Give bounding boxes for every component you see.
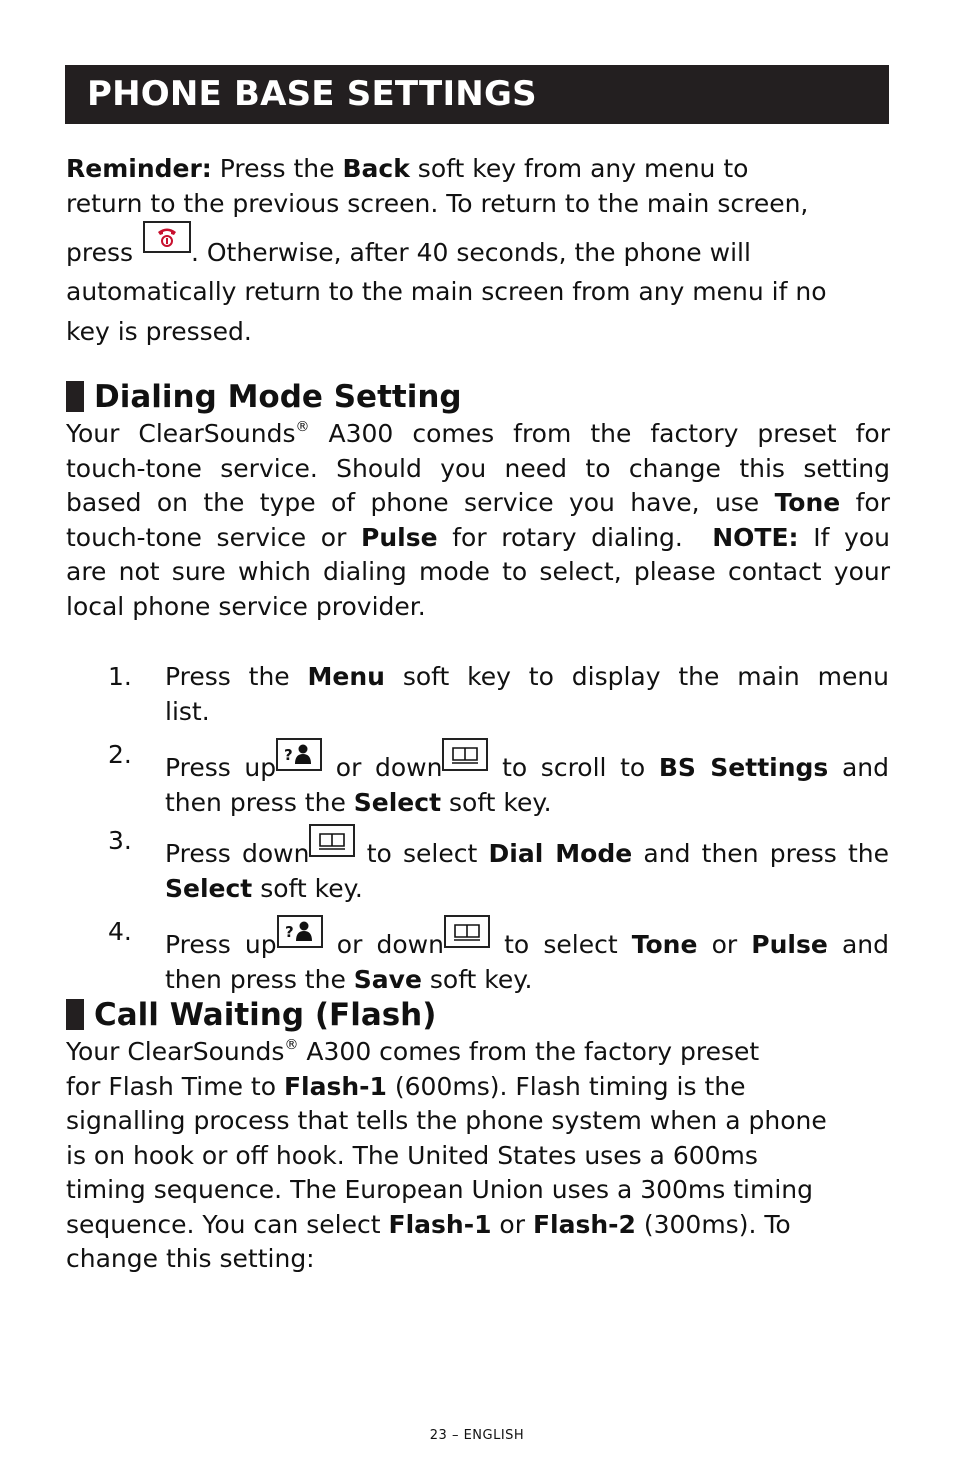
title-bar — [65, 65, 889, 124]
cw-line-1: Your ClearSounds® A300 comes from the factory preset — [66, 1037, 760, 1066]
step-2: 2. Press up ? or down to scroll to BS Settings and then press the Select soft key. — [108, 740, 889, 817]
phonebook-icon — [446, 917, 488, 946]
registered-mark: ® — [295, 419, 310, 435]
reminder-label: Reminder: — [66, 154, 212, 183]
cw-line-6: sequence. You can select Flash-1 or Flash-2 (300ms). To — [66, 1209, 791, 1239]
svg-text:?: ? — [284, 923, 294, 941]
end-call-icon — [145, 223, 189, 251]
reminder-line-2: return to the previous screen. To return to the main screen, — [66, 188, 809, 218]
heading-bar — [66, 381, 84, 412]
down-key — [442, 738, 488, 771]
down-key — [309, 824, 355, 857]
reminder-line-4: automatically return to the main screen from any menu if no — [66, 277, 827, 306]
reminder-line-5: key is pressed. — [66, 316, 252, 346]
heading-bar — [66, 999, 84, 1030]
call-waiting-paragraph — [66, 1035, 890, 1277]
cw-line-4: is on hook or off hook. The United States uses a 600ms — [66, 1140, 758, 1170]
reminder-line-3: press . Otherwise, after 40 seconds, the phone will — [66, 221, 890, 275]
page-title: PHONE BASE SETTINGS — [87, 74, 537, 114]
dialing-line-6: local phone service provider. — [66, 591, 426, 621]
down-key — [444, 915, 490, 948]
back-key-label: Back — [342, 154, 410, 183]
contacts-icon — [278, 740, 320, 769]
up-key — [276, 738, 322, 771]
svg-text:?: ? — [284, 746, 293, 764]
phonebook-icon — [444, 740, 486, 769]
steps-list — [108, 660, 889, 997]
reminder-line-1: Reminder: Press the Back soft key from any menu to — [66, 154, 749, 183]
phonebook-icon — [311, 826, 353, 855]
cw-line-3: signalling process that tells the phone system when a phone — [66, 1106, 827, 1135]
page-number: 23 – ENGLISH — [429, 1428, 525, 1443]
dialing-mode-paragraph — [66, 417, 890, 624]
cw-line-5: timing sequence. The European Union uses a 300ms timing — [66, 1175, 814, 1204]
end-call-key — [143, 221, 191, 253]
call-waiting-heading: Call Waiting (Flash) — [66, 997, 436, 1033]
cw-line-7: change this setting: — [66, 1244, 315, 1273]
dialing-line-5: are not sure which dialing mode to select, please contact your — [66, 557, 890, 586]
dialing-line-3: based on the type of phone service you have, use Tone for — [66, 488, 890, 517]
dialing-mode-heading: Dialing Mode Setting — [66, 379, 462, 415]
contacts-icon — [279, 917, 321, 946]
dialing-line-4: touch-tone service or Pulse for rotary dialing. NOTE: If you — [66, 522, 890, 552]
reminder-paragraph — [66, 152, 890, 354]
registered-mark: ® — [284, 1037, 299, 1053]
note-label: NOTE: — [712, 522, 799, 552]
up-key — [277, 915, 323, 948]
dialing-line-2: touch-tone service. Should you need to change this setting — [66, 453, 890, 483]
dialing-line-1: Your ClearSounds® A300 comes from the factory preset for — [66, 419, 890, 448]
step-3: 3. Press down to select Dial Mode and then press the Select soft key. — [108, 826, 890, 903]
step-4: 4. Press up ? or down to select Tone or Pulse and then press the Save soft key. — [108, 917, 889, 994]
step-1: 1. Press the Menu soft key to display the main menu list. — [108, 662, 890, 726]
cw-line-2: for Flash Time to Flash-1 (600ms). Flash timing is the — [66, 1071, 746, 1101]
